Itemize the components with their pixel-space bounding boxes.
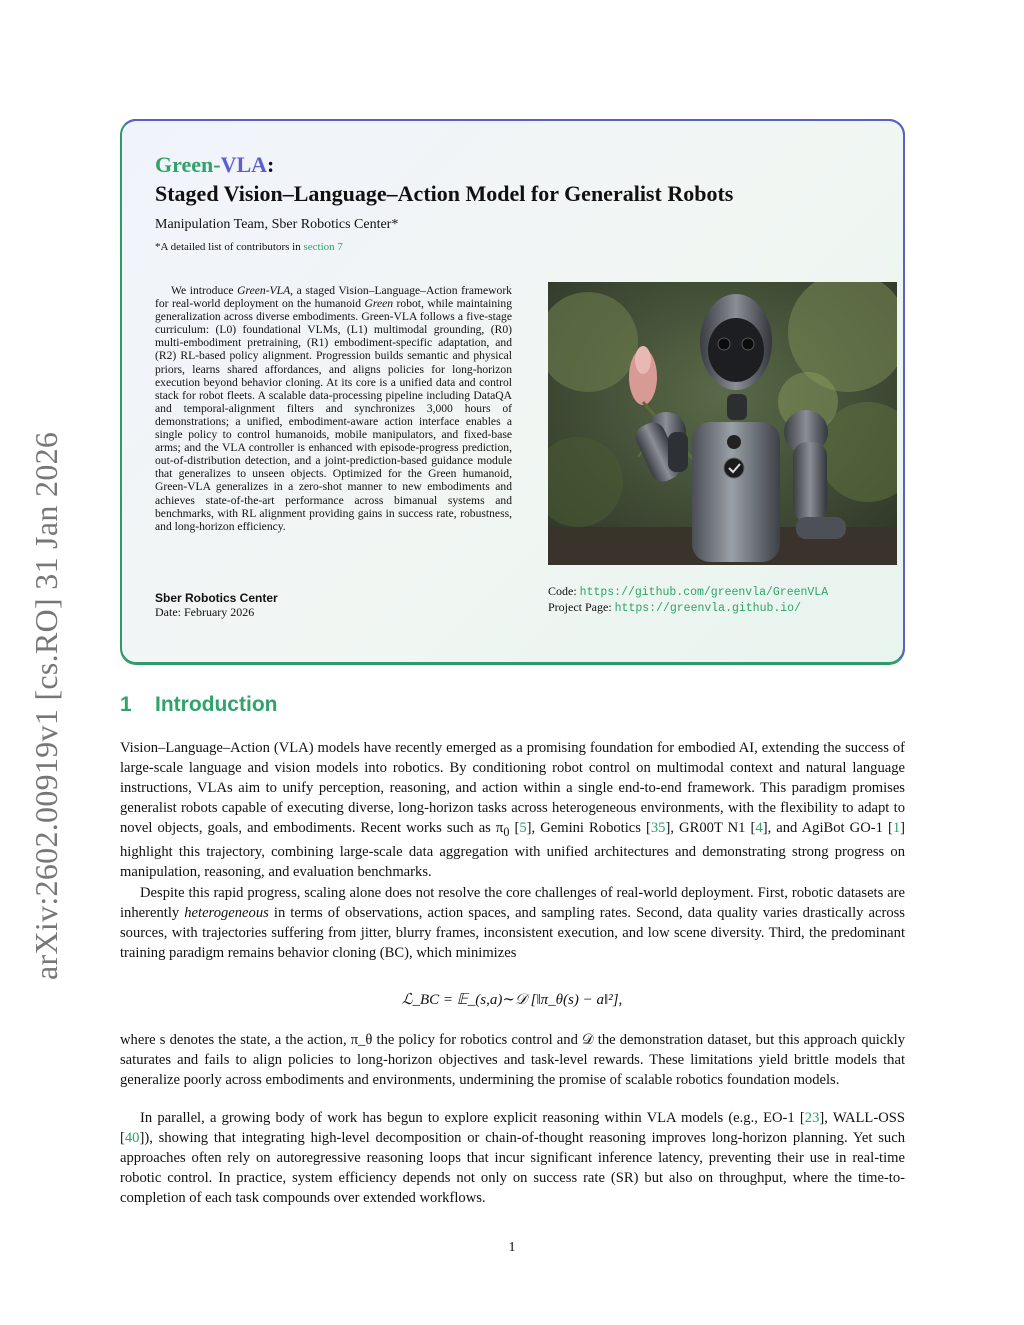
title-colon: :: [267, 152, 275, 177]
p2-em: heterogeneous: [184, 904, 269, 921]
intro-paragraph-4: [120, 1108, 905, 1208]
abstract-text-1: We introduce: [171, 284, 238, 297]
citation-4[interactable]: 4: [755, 820, 763, 837]
code-label: Code:: [548, 584, 580, 598]
p2-text: Despite this rapid progress, scaling alone does not resolve the core challenges of real-world deployment. First, robotic datasets are inherently: [120, 884, 905, 921]
p1-cite-pre-4: ], and AgiBot GO-1 [: [762, 820, 893, 837]
project-page-link[interactable]: https://greenvla.github.io/: [614, 602, 801, 615]
project-page-line: [548, 600, 801, 615]
abstract-text-3: robot, while maintaining generalization across diverse embodiments. Green-VLA follows a five-stage curriculum: (L0) foundational VLMs, (L1) multimodal grounding, (R0) multi-embodiment pretraining, (R1) embodiment-specific adaptation, and (R2) RL-based policy alignment. Progression builds semantic and physical priors, learns shared affordances, and aligns policies for long-horizon execution beyond behavior cloning. At its core is a unified data and control stack for robot fleets. A scalable data-processing pipeline including DataQA and temporal-alignment filters and synchronizes 3,000 hours of demonstrations; a unified, embodiment-aware action interface enables a single policy to control humanoids, mobile manipulators, and fixed-base arms; and the VLA controller is enhanced with episode-progress prediction, out-of-distribution detection, and a joint-prediction-based guidance module that generalizes to unseen objects. Optimized for the Green humanoid, Green-VLA generalizes in a zero-shot manner to new embodiments and achieves state-of-the-art performance across bimanual systems and benchmarks, with RL alignment providing gains in success rate, robustness, and long-horizon efficiency.: [155, 297, 512, 533]
robot-photo: [548, 282, 897, 565]
p1-cite-pre-1: [: [509, 820, 520, 837]
contributors-footnote: [155, 241, 343, 253]
citation-23[interactable]: 23: [804, 1110, 820, 1126]
intro-paragraphs-1: [120, 738, 905, 963]
p4-text-3: ]), showing that integrating high-level decomposition or chain-of-thought reasoning improves long-horizon planning. Yet such approaches often rely on autoregressive reasoning loops that incur significant inference latency, preventing their use in real-time robotic control. In practice, system efficiency depends not only on success rate (SR) but also on throughput, where the time-to-completion of each task compounds over extended workflows.: [120, 1130, 905, 1207]
p2-text-end: in terms of observations, action spaces, and sampling rates. Second, data quality varies drastically across sources, with trajectories suffering from jitter, blurry frames, inconsistent execution, and low scene diversity. Third, the predominant training paradigm remains behavior cloning (BC), which minimizes: [120, 904, 905, 961]
authors: Manipulation Team, Sber Robotics Center*: [155, 217, 399, 232]
section-7-link[interactable]: section 7: [303, 241, 343, 253]
intro-paragraph-3: [120, 1030, 905, 1090]
abstract-em-2: Green: [364, 297, 394, 311]
section-heading-introduction: [120, 693, 277, 717]
arxiv-identifier: arXiv:2602.00919v1 [cs.RO] 31 Jan 2026: [28, 431, 64, 980]
page-number: 1: [508, 1240, 516, 1255]
abstract-em-1: Green-VLA: [237, 284, 291, 297]
p4-text-2: ], WALL-OSS [: [120, 1110, 905, 1147]
p3-text: where s denotes the state, a the action, π_θ the policy for robotics control and 𝒟 the demonstration dataset, but this approach quickly saturates and fails to align policies to long-horizon objectives and task-level rewards. These limitations yield brittle models that generalize poorly across embodiments and environments, undermining the promise of scalable robotics foundation models.: [120, 1032, 905, 1089]
citation-40[interactable]: 40: [124, 1130, 140, 1147]
intro-paragraph-2: [120, 883, 905, 963]
citation-35[interactable]: 35: [650, 820, 666, 837]
abstract: [155, 284, 512, 533]
code-url-link[interactable]: https://github.com/greenvla/GreenVLA: [579, 586, 829, 599]
title-blue: VLA: [220, 152, 268, 177]
paper-subtitle: Staged Vision–Language–Action Model for Generalist Robots: [155, 181, 734, 206]
section-title: Introduction: [155, 693, 278, 716]
p1-end: ] highlight this trajectory, combining large-scale data aggregation with unified architectures and demonstrating strong progress on manipulation, reasoning, and evaluation benchmarks.: [120, 820, 905, 881]
project-page-label: Project Page:: [548, 600, 615, 614]
humanoid-robot-image: [548, 282, 897, 565]
citation-5[interactable]: 5: [519, 820, 527, 837]
section-number: 1: [120, 693, 132, 716]
intro-paragraph-1: [120, 738, 905, 883]
bc-loss-equation: ℒ_BC = 𝔼_(s,a)∼𝒟 [‖π_θ(s) − a‖²],: [401, 992, 623, 1008]
date: Date: February 2026: [155, 605, 255, 619]
paper-title: [155, 152, 274, 178]
citation-1[interactable]: 1: [892, 820, 901, 837]
p4-text-1: In parallel, a growing body of work has begun to explore explicit reasoning within VLA models (e.g., EO-1 [: [140, 1110, 805, 1126]
p1-cite-pre-2: ], Gemini Robotics [: [526, 820, 651, 837]
p1-text: Vision–Language–Action (VLA) models have recently emerged as a promising foundation for embodied AI, extending the success of large-scale language and vision models into robotics. By conditioning robot control on multimodal context and natural language instructions, VLAs aim to unify perception, reasoning, and action within a single end-to-end framework. This paradigm promises generalist robots capable of executing diverse, long-horizon tasks across heterogeneous environments, with the flexibility to adapt to novel objects, goals, and embodiments. Recent works such as π: [120, 740, 905, 837]
code-line: [548, 584, 828, 599]
title-green: Green-: [155, 152, 221, 177]
footnote-text: *A detailed list of contributors in: [155, 241, 304, 253]
p4: [120, 1108, 905, 1208]
pi-subscript: 0: [503, 825, 510, 840]
abstract-text-2: , a staged Vision–Language–Action framework for real-world deployment on the humanoid: [155, 284, 512, 311]
p1-cite-pre-3: ], GR00T N1 [: [665, 820, 756, 837]
organization: Sber Robotics Center: [155, 591, 278, 605]
